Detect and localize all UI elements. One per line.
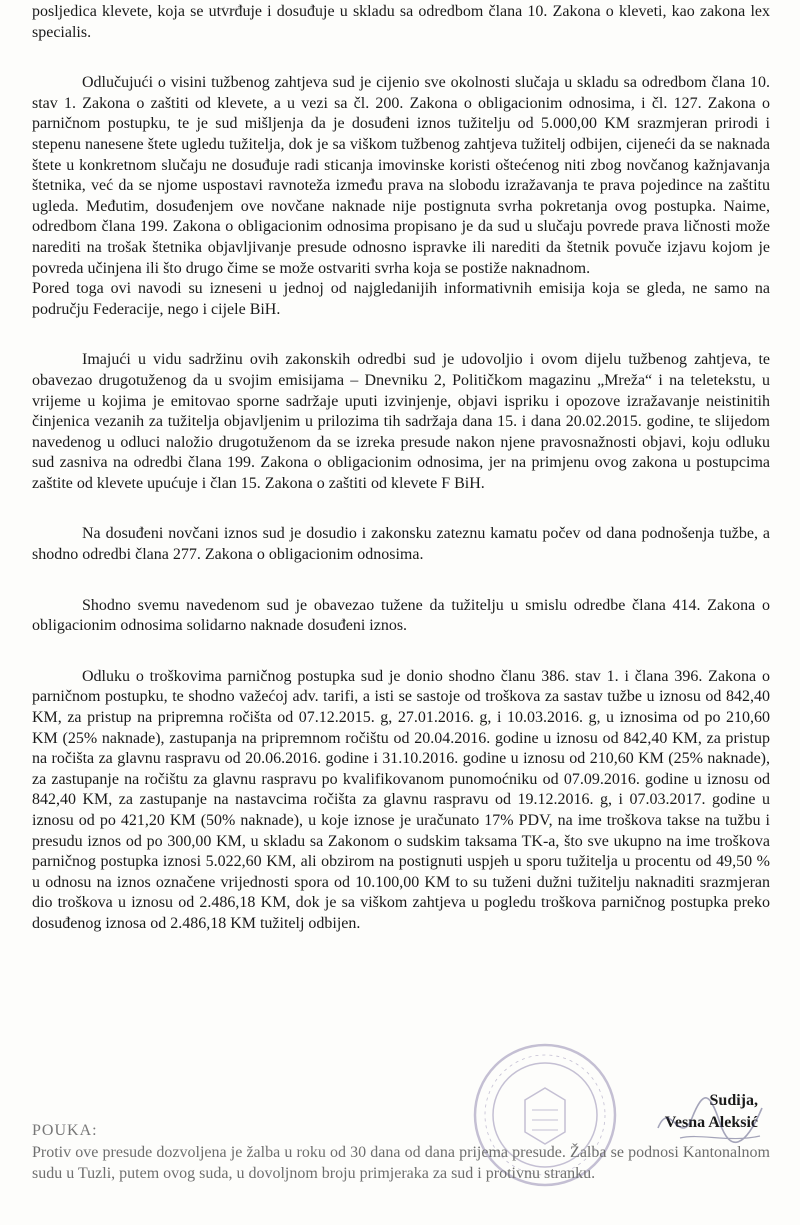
pouka-text: Protiv ove presude dozvoljena je žalba u roku od 30 dana od dana prijema presude. Žalba se podnosi Kantonalnom sudu u Tuzli, putem ovog suda, u dovoljnom broju primjeraka za sud i protivnu stranku. — [32, 1144, 770, 1182]
paragraph-interest: Na dosuđeni novčani iznos sud je dosudio i zakonsku zateznu kamatu počev od dana podnošenja tužbe, a shodno odredbi člana 277. Zakona o obligacionim odnosima. — [32, 525, 770, 564]
signature-title: Sudija, — [709, 1092, 758, 1109]
paragraph-costs: Odluku o troškovima parničnog postupka sud je donio shodno članu 386. stav 1. i člana 396. Zakona o parničnom postupku, te shodno važećoj adv. tarifi, a isti se sastoje od troškova za sastav tužbe u iznosu od 842,40 KM, za pristup na pripremna ročišta od 07.12.2015. g, 27.01.2016. g, i 10.03.2016. g, u iznosima od po 210,60 KM (25% naknade), zastupanja na pripremnom ročištu od 20.04.2016. godine u iznosu od 842,40 KM, za pristup na ročišta za glavnu raspravu od 20.06.2016. godine i 31.10.2016. godine u iznosu od 210,60 KM (25% naknade), za zastupanje na ročištu za glavnu raspravu po kvalifikovanom punomoćniku od 07.09.2016. godine u iznosu od 842,40 KM, za zastupanje na nastavcima ročišta za glavnu raspravu od 19.12.2016. g, i 07.03.2017. godine u iznosu od po 421,20 KM (50% naknade), u koje iznose je uračunato 17% PDV, na ime troškova takse na tužbu i presudu iznos od po 300,00 KM, u skladu sa Zakonom o sudskim taksama TK-a, što sve ukupno na ime troškova parničnog postupka iznosi 5.022,60 KM, ali obzirom na postignuti uspjeh u sporu tužitelja u procentu od 49,50 % u odnosu na iznos označene vrijednosti spora od 10.100,00 KM to su tuženi dužni tužitelju naknaditi srazmjeran dio troškova u iznosu od 2.486,18 KM, dok je sa viškom zahtjeva u pogledu troškova parničnog postupka preko dosuđenog iznosa od 2.486,18 KM tužitelj odbijen. — [32, 667, 770, 932]
paragraph-joint-liability: Shodno svemu navedenom sud je obavezao tužene da tužitelju u smislu odredbe člana 414. Zakona o obligacionim odnosima solidarno naknade dosuđeni iznos. — [32, 596, 770, 635]
signature-name: Vesna Aleksić — [664, 1114, 758, 1131]
paragraph-broadcast-reach: Pored toga ovi navodi su izneseni u jednoj od najgledanijih informativnih emisija koja se gleda, ne samo na području Federacije, nego i cijele BiH. — [32, 280, 770, 318]
scan-artifact-marks — [215, 4, 255, 18]
paragraph-continuation: posljedica klevete, koja se utvrđuje i dosuđuje u skladu sa odredbom člana 10. Zakona o kleveti, kao zakona lex specialis. — [32, 3, 770, 41]
paragraph-apology-order: Imajući u vidu sadržinu ovih zakonskih odredbi sud je udovoljio i ovom dijelu tužbenog zahtjeva, te obavezao drugotuženog da u svojim emisijama – Dnevniku 2, Političkom magazinu „Mreža“ i na teletekstu, u vrijeme u kojima je emitovao sporne sadržaje uputi izvinjenje, objavi ispriku i opozove izražavanje neistinitih činjenica vezanih za tužitelja objavljenim u prilozima tih sadržaja dana 15. i dana 20.02.2015. godine, te slijedom navedenog u odluci naložio drugotuženom da se izreka presude nakon njene pravosnažnosti objavi, koju odluku sud zasniva na odredbi člana 199. Zakona o obligacionim odnosima, jer na primjenu ovog zakona u postupcima zaštite od klevete upućuje i član 15. Zakona o zaštiti od klevete F BiH. — [32, 351, 770, 492]
paragraph-damages-amount: Odlučujući o visini tužbenog zahtjeva sud je cijenio sve okolnosti slučaja u skladu sa odredbom člana 10. stav 1. Zakona o zaštiti od klevete, a u vezi sa čl. 200. Zakona o obligacionim odnosima, i čl. 127. Zakona o parničnom postupku, te je sud mišljenja da je dosuđeni iznos tužitelju od 5.000,00 KM srazmjeran prirodi i stepenu nanesene štete ugledu tužitelja, dok je sa viškom tužbenog zahtjeva tužitelj odbijen, cijeneći da se naknada štete u konkretnom slučaju ne dosuđuje radi sticanja imovinske koristi oštećenog niti zbog novčanog kažnjavanja štetnika, već da se njome uspostavi ravnoteža između prava na slobodu izražavanja te prava pojedince na zaštitu ugleda. Međutim, dosuđenjem ove novčane naknade nije postignuta svrha pokretanja ovog postupka. Naime, odredbom člana 199. Zakona o obligacionim odnosima propisano je da sud u slučaju povrede prava ličnosti može narediti na trošak štetnika objavljivanje presude odnosno ispravke ili narediti da štetnik povuče izjavu kojom je povreda učinjena ili što drugo čime se može ostvariti svrha koja se postiže naknadnom. — [32, 74, 770, 277]
pouka-heading: POUKA: — [32, 1122, 98, 1139]
